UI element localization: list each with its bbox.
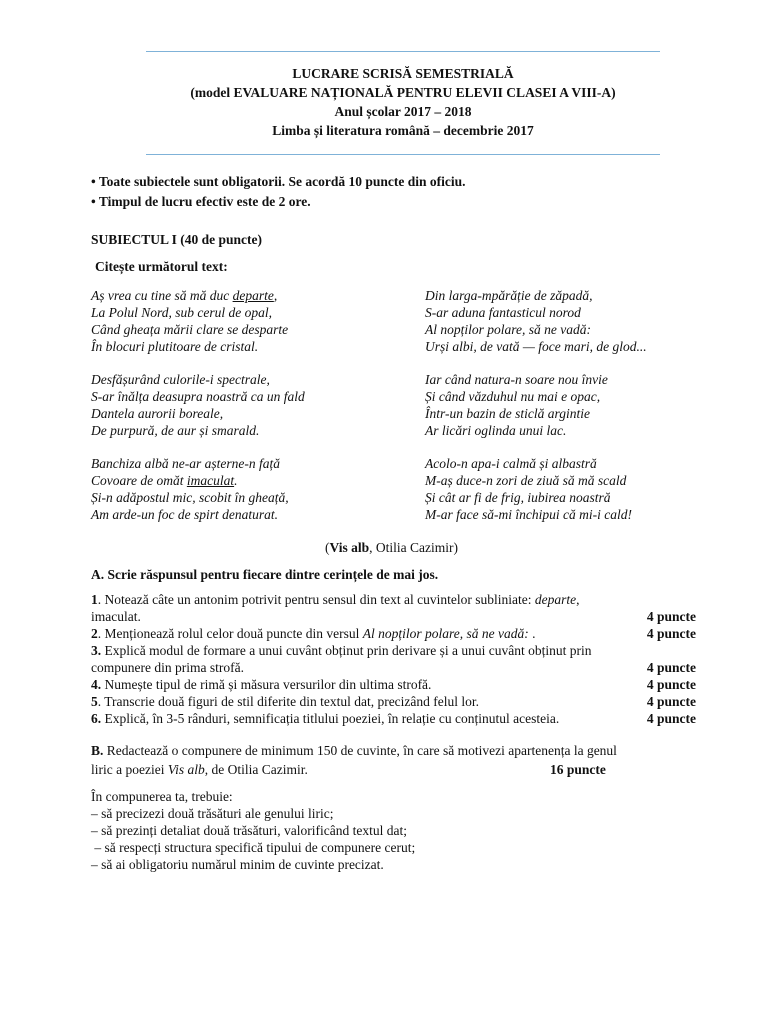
part-b-line-2: liric a poeziei Vis alb, de Otilia Cazimir. <box>91 762 308 777</box>
part-b-points: 16 puncte <box>550 762 606 777</box>
poem-line: M-ar face să-mi închipui că mi-i cald! <box>425 507 632 522</box>
poem-line: S-ar aduna fantasticul norod <box>425 305 581 320</box>
requirement-1: – să precizezi două trăsături ale genului liric; <box>91 806 334 821</box>
poem-line: Acolo-n apa-i calmă și albastră <box>425 456 597 471</box>
underlined-word: imaculat <box>186 473 235 488</box>
poem-line: Desfășurând culorile-i spectrale, <box>91 372 270 387</box>
school-year: Anul școlar 2017 – 2018 <box>334 104 472 119</box>
task-2-points: 4 puncte <box>646 626 696 641</box>
stanza <box>425 287 647 355</box>
task-3-points: 4 puncte <box>646 660 696 675</box>
stanza <box>425 455 647 523</box>
stanza <box>91 455 305 523</box>
poem-line: La Polul Nord, sub cerul de opal, <box>91 305 272 320</box>
document-subtitle: (model EVALUARE NAȚIONALĂ PENTRU ELEVII CLASEI A VIII-A) <box>190 85 616 100</box>
poem-line: M-aș duce-n zori de ziuă să mă scald <box>425 473 627 488</box>
poem-line: În blocuri plutitoare de cristal. <box>91 339 259 354</box>
instruction-1: • Toate subiectele sunt obligatorii. Se acordă 10 puncte din oficiu. <box>91 174 466 189</box>
poem-line: Iar când natura-n soare nou învie <box>425 372 608 387</box>
part-b-label: B. <box>91 743 104 758</box>
poem-line: Într-un bazin de sticlă argintie <box>425 406 590 421</box>
task-4: 4. Numește tipul de rimă și măsura versurilor din ultima strofă. <box>91 677 432 692</box>
poem-line: Am arde-un foc de spirt denaturat. <box>91 507 278 522</box>
requirement-2: – să prezinți detaliat două trăsături, valorificând textul dat; <box>91 823 408 838</box>
poem-title: Vis alb <box>329 540 370 555</box>
poem-line: Când gheața mării clare se desparte <box>91 322 289 337</box>
poem-line: Din larga-mpărăție de zăpadă, <box>425 288 593 303</box>
underlined-word: departe <box>232 288 274 303</box>
task-5-points: 4 puncte <box>646 694 696 709</box>
poem-left-column <box>91 287 305 539</box>
task-6: 6. Explică, în 3-5 rânduri, semnificația titlului poeziei, în relație cu conținutul acesteia. <box>91 711 560 726</box>
poem-line: Și cât ar fi de frig, iubirea noastră <box>425 490 611 505</box>
poem-line: Covoare de omăt imaculat. <box>91 473 238 488</box>
document-header <box>146 64 660 140</box>
task-6-points: 4 puncte <box>646 711 696 726</box>
poem-right-column <box>425 287 647 539</box>
poem-source: (Vis alb, Otilia Cazimir) <box>325 540 458 555</box>
requirement-3: – să respecți structura specifică tipului de compunere cerut; <box>91 840 416 855</box>
poem-line: De purpură, de aur și smarald. <box>91 423 260 438</box>
stanza <box>425 371 647 439</box>
subject-line: Limba și literatura română – decembrie 2017 <box>272 123 534 138</box>
stanza <box>91 287 305 355</box>
instruction-2: • Timpul de lucru efectiv este de 2 ore. <box>91 194 311 209</box>
poem-line: Și când văzduhul nu mai e opac, <box>425 389 601 404</box>
poem-line: Ar licări oglinda unui lac. <box>425 423 567 438</box>
task-3: 3. Explică modul de formare a unui cuvânt obținut prin derivare și a unui cuvânt obținut prin <box>91 643 592 658</box>
task-5: 5. Transcrie două figuri de stil diferite din textul dat, precizând felul lor. <box>91 694 480 709</box>
task-2: 2. Menționează rolul celor două puncte din versul Al nopților polare, să ne vadă: . <box>91 626 536 641</box>
poem-line: Urși albi, de vată — foce mari, de glod... <box>425 339 647 354</box>
task-4-points: 4 puncte <box>646 677 696 692</box>
task-1-cont: imaculat. <box>91 609 141 624</box>
document-title: LUCRARE SCRISĂ SEMESTRIALĂ <box>292 66 514 81</box>
requirements-intro: În compunerea ta, trebuie: <box>91 789 233 804</box>
stanza <box>91 371 305 439</box>
poem-line: Și-n adăpostul mic, scobit în gheață, <box>91 490 289 505</box>
top-rule <box>146 51 660 52</box>
poem-line: S-ar înălța deasupra noastră ca un fald <box>91 389 305 404</box>
poem-line: Al nopților polare, să ne vadă: <box>425 322 591 337</box>
task-1: 1. Notează câte un antonim potrivit pentru sensul din text al cuvintelor subliniate: departe, <box>91 592 580 607</box>
poem-line: Banchiza albă ne-ar așterne-n față <box>91 456 280 471</box>
task-3-cont: compunere din prima strofă. <box>91 660 244 675</box>
requirement-4: – să ai obligatoriu numărul minim de cuvinte precizat. <box>91 857 384 872</box>
poem-line: Aș vrea cu tine să mă duc departe, <box>91 288 278 303</box>
part-b-line-1: B. Redactează o compunere de minimum 150 de cuvinte, în care să motivezi apartenența la genul <box>91 743 617 758</box>
poem-author: , Otilia Cazimir) <box>369 540 458 555</box>
part-a-title: A. Scrie răspunsul pentru fiecare dintre cerințele de mai jos. <box>91 567 439 582</box>
task-1-points: 4 puncte <box>646 609 696 624</box>
bottom-rule <box>146 154 660 155</box>
read-prompt: Citește următorul text: <box>95 259 228 274</box>
section-title: SUBIECTUL I (40 de puncte) <box>91 232 263 247</box>
poem-line: Dantela aurorii boreale, <box>91 406 224 421</box>
